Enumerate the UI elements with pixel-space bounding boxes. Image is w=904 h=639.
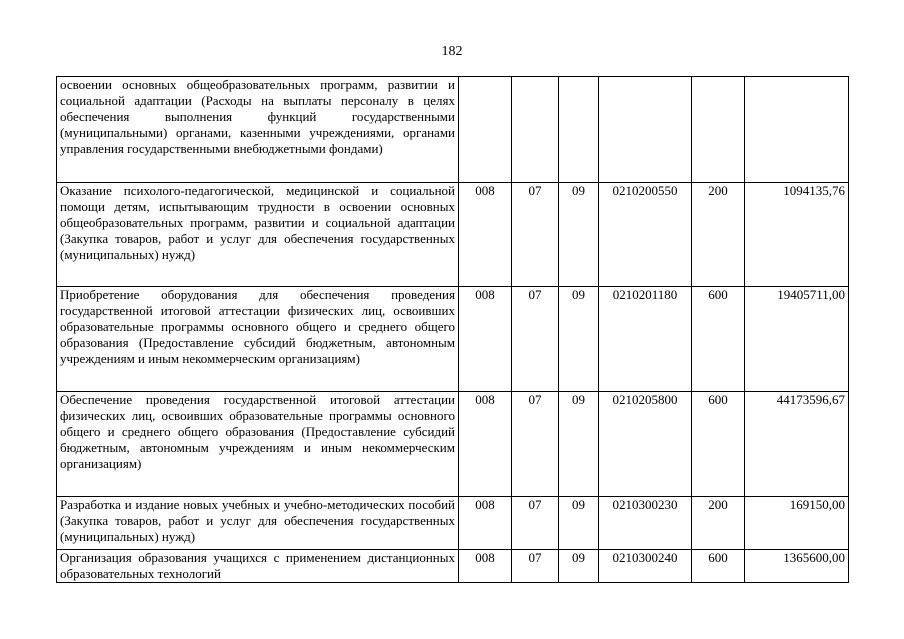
row-target-article: 0210300240	[599, 550, 692, 583]
row-ministry-code: 008	[459, 497, 512, 550]
table-row	[57, 77, 849, 183]
row-section-code: 07	[512, 287, 559, 392]
row-ministry-code: 008	[459, 392, 512, 497]
row-section-code	[512, 77, 559, 183]
table-row	[57, 550, 849, 583]
row-section-code: 07	[512, 183, 559, 287]
table-row	[57, 497, 849, 550]
row-expense-type: 600	[692, 287, 745, 392]
row-amount: 19405711,00	[745, 287, 849, 392]
row-expense-type: 600	[692, 550, 745, 583]
row-section-code: 07	[512, 497, 559, 550]
row-expense-type: 200	[692, 183, 745, 287]
row-amount: 1365600,00	[745, 550, 849, 583]
row-target-article: 0210300230	[599, 497, 692, 550]
row-target-article: 0210200550	[599, 183, 692, 287]
row-description: Разработка и издание новых учебных и учебно-методических пособий (Закупка товаров, работ и услуг для обеспечения государственных (муниципальных) нужд)	[57, 497, 459, 550]
row-subsection-code: 09	[559, 392, 599, 497]
row-amount: 44173596,67	[745, 392, 849, 497]
table-row	[57, 287, 849, 392]
row-expense-type: 600	[692, 392, 745, 497]
row-subsection-code: 09	[559, 287, 599, 392]
table-body	[57, 77, 849, 583]
row-description: Оказание психолого-педагогической, медицинской и социальной помощи детям, испытывающим трудности в освоении основных общеобразовательных программ, развитии и социальной адаптации (Закупка товаров, работ и услуг для обеспечения государственных (муниципальных) нужд)	[57, 183, 459, 287]
row-section-code: 07	[512, 550, 559, 583]
row-target-article: 0210205800	[599, 392, 692, 497]
row-subsection-code: 09	[559, 497, 599, 550]
table-row	[57, 183, 849, 287]
row-description: освоении основных общеобразовательных программ, развитии и социальной адаптации (Расходы на выплаты персоналу в целях обеспечения выполнения функций государственными (муниципальными) органами, казенными учреждениями, органами управления государственными внебюджетными фондами)	[57, 77, 459, 183]
row-ministry-code	[459, 77, 512, 183]
row-ministry-code: 008	[459, 287, 512, 392]
row-section-code: 07	[512, 392, 559, 497]
row-subsection-code: 09	[559, 550, 599, 583]
row-amount: 1094135,76	[745, 183, 849, 287]
row-description: Организация образования учащихся с применением дистанционных образовательных технологий	[57, 550, 459, 583]
row-target-article	[599, 77, 692, 183]
row-subsection-code: 09	[559, 183, 599, 287]
row-target-article: 0210201180	[599, 287, 692, 392]
row-subsection-code	[559, 77, 599, 183]
row-expense-type	[692, 77, 745, 183]
row-description: Обеспечение проведения государственной итоговой аттестации физических лиц, освоивших образовательные программы основного общего и среднего общего образования (Предоставление субсидий бюджетным, автономным учреждениям и иным некоммерческим организациям)	[57, 392, 459, 497]
table-row	[57, 392, 849, 497]
page-number: 182	[441, 44, 463, 59]
row-ministry-code: 008	[459, 183, 512, 287]
row-ministry-code: 008	[459, 550, 512, 583]
budget-table	[56, 76, 849, 583]
row-expense-type: 200	[692, 497, 745, 550]
row-amount: 169150,00	[745, 497, 849, 550]
row-description: Приобретение оборудования для обеспечения проведения государственной итоговой аттестации физических лиц, освоивших образовательные программы основного общего и среднего общего образования (Предоставление субсидий бюджетным, автономным учреждениям и иным некоммерческим организациям)	[57, 287, 459, 392]
row-amount	[745, 77, 849, 183]
